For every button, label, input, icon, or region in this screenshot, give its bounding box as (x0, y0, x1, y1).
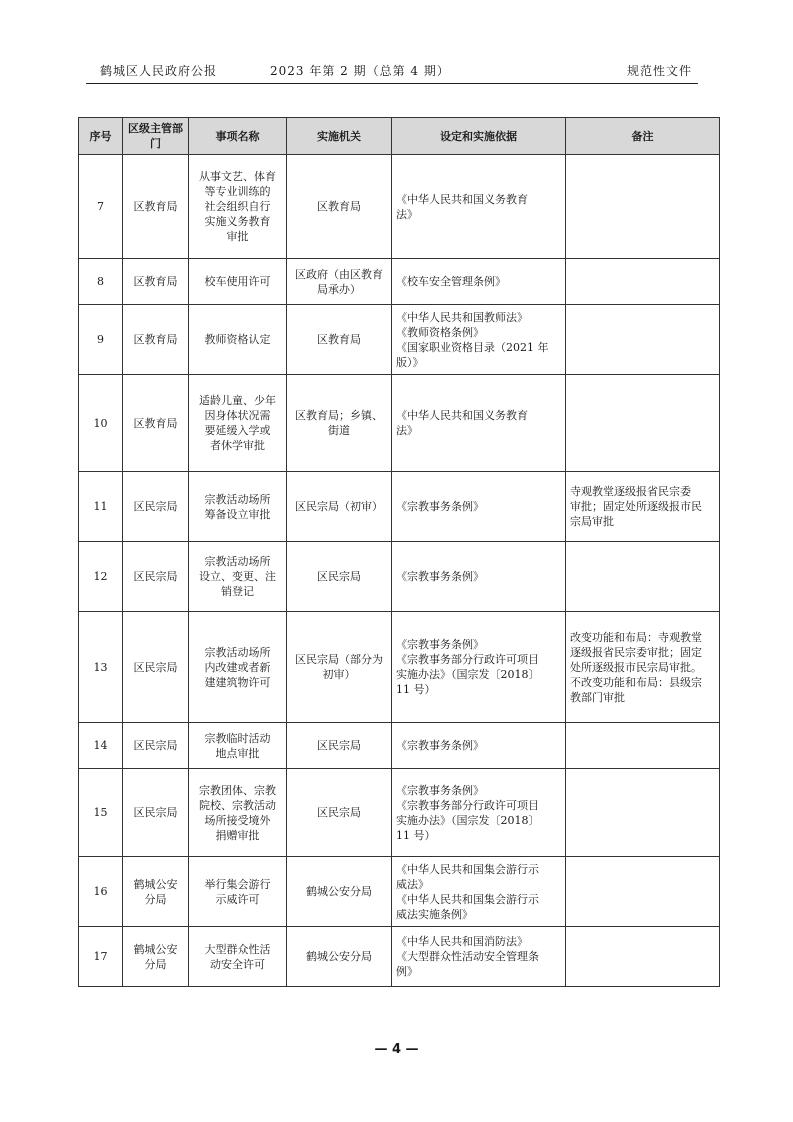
cell-basis (392, 155, 566, 259)
cell-note-line: 宗局审批 (570, 515, 614, 528)
approval-items-table (78, 117, 720, 987)
table-row (79, 542, 720, 612)
cell-basis-line: 11 号） (396, 828, 436, 842)
cell-dept (123, 259, 189, 305)
cell-dept (123, 612, 189, 723)
cell-agency-line: 区政府（由区教育 (295, 267, 383, 281)
page-number: — 4 — (374, 1042, 419, 1057)
cell-dept (123, 542, 189, 612)
cell-note-line: 教部门审批 (570, 690, 625, 704)
cell-dept-line: 区教育局 (133, 333, 178, 346)
cell-item-name-line: 大型群众性活 (204, 942, 271, 956)
cell-dept-line: 区民宗局 (133, 806, 178, 819)
cell-agency-line: 鹤城公安分局 (306, 885, 372, 898)
cell-note (566, 769, 720, 857)
cell-note (566, 375, 720, 472)
table-row (79, 472, 720, 542)
cell-item-name-line: 社会组织自行 (204, 200, 271, 213)
cell-agency-line: 区民宗局（部分为 (295, 653, 383, 666)
cell-agency-line: 初审） (322, 668, 356, 681)
cell-no: 16 (79, 857, 123, 927)
cell-item-name (189, 542, 287, 612)
cell-dept (123, 769, 189, 857)
table-row (79, 155, 720, 259)
table-row (79, 305, 720, 375)
cell-item-name (189, 927, 287, 987)
cell-basis-line: 《宗教事务部分行政许可项目 (396, 653, 539, 666)
cell-basis-line: 《中华人民共和国集会游行示 (396, 892, 539, 906)
cell-note (566, 472, 720, 542)
cell-dept-line: 区教育局 (133, 416, 178, 430)
cell-item-name-line: 捐赠审批 (215, 828, 260, 842)
cell-basis (392, 375, 566, 472)
cell-item-name (189, 857, 287, 927)
cell-agency (287, 259, 392, 305)
cell-note-line: 处所逐级报市民宗局审批。 (570, 660, 702, 674)
cell-agency (287, 769, 392, 857)
cell-basis (392, 259, 566, 305)
cell-basis (392, 927, 566, 987)
cell-basis-line: 《宗教事务条例》 (396, 570, 484, 583)
table-row (79, 259, 720, 305)
cell-item-name-line: 内改建或者新 (204, 660, 271, 674)
cell-dept (123, 723, 189, 769)
cell-dept-line: 区教育局 (133, 200, 178, 213)
cell-item-name-line: 者休学审批 (210, 439, 265, 452)
cell-item-name (189, 769, 287, 857)
cell-no: 8 (79, 259, 123, 305)
cell-no: 17 (79, 927, 123, 987)
cell-item-name (189, 305, 287, 375)
cell-note-line: 寺观教堂逐级报省民宗委 (570, 485, 691, 498)
cell-item-name-line: 适龄儿童、少年 (199, 394, 276, 407)
cell-basis-line: 《校车安全管理条例》 (396, 275, 506, 288)
cell-agency-line: 鹤城公安分局 (306, 950, 372, 963)
cell-basis-line: 《宗教事务部分行政许可项目 (396, 798, 539, 812)
cell-basis (392, 857, 566, 927)
cell-basis (392, 542, 566, 612)
cell-item-name (189, 472, 287, 542)
cell-dept-line: 鹤城公安 (133, 942, 178, 956)
cell-dept (123, 155, 189, 259)
cell-basis-line: 《大型群众性活动安全管理条 (396, 950, 539, 963)
cell-item-name (189, 723, 287, 769)
cell-agency-line: 区民宗局 (317, 570, 361, 583)
cell-note (566, 612, 720, 723)
cell-item-name-line: 审批 (226, 230, 249, 243)
cell-basis-line: 威法实施条例》 (396, 907, 473, 921)
cell-dept-line: 区民宗局 (133, 739, 178, 752)
cell-no: 13 (79, 612, 123, 723)
cell-basis-line: 《宗教事务条例》 (396, 783, 484, 797)
cell-basis-line: 《宗教事务条例》 (396, 500, 484, 513)
cell-item-name-line: 筹备设立审批 (204, 507, 271, 521)
header-rule (86, 83, 698, 84)
cell-item-name (189, 155, 287, 259)
cell-agency (287, 723, 392, 769)
cell-item-name-line: 要延缓入学或 (204, 424, 271, 437)
cell-basis-line: 例》 (396, 965, 418, 978)
cell-agency (287, 472, 392, 542)
cell-note (566, 155, 720, 259)
cell-item-name (189, 375, 287, 472)
cell-no: 14 (79, 723, 123, 769)
cell-agency-line: 区民宗局 (317, 806, 361, 819)
col-header-no: 序号 (79, 118, 123, 155)
cell-basis-line: 《中华人民共和国教师法》 (396, 310, 528, 324)
cell-no: 15 (79, 769, 123, 857)
col-header-agency: 实施机关 (287, 118, 392, 155)
cell-agency-line: 区教育局；乡镇、 (295, 409, 383, 422)
col-header-basis: 设定和实施依据 (392, 118, 566, 155)
table-row (79, 769, 720, 857)
cell-item-name-line: 实施义务教育 (204, 215, 271, 228)
cell-basis-line: 《中华人民共和国义务教育 (396, 409, 528, 422)
table-header-row (79, 118, 720, 155)
cell-note-line: 不改变功能和布局：县级宗 (570, 675, 702, 689)
cell-item-name-line: 宗教活动场所 (204, 555, 271, 568)
cell-item-name-line: 举行集会游行 (204, 877, 271, 891)
cell-basis-line: 实施办法》（国宗发〔2018〕 (396, 813, 540, 827)
cell-basis (392, 305, 566, 375)
cell-agency (287, 375, 392, 472)
cell-dept (123, 375, 189, 472)
cell-item-name-line: 因身体状况需 (204, 409, 271, 422)
cell-dept-line: 区民宗局 (133, 660, 178, 674)
cell-item-name-line: 宗教活动场所 (204, 492, 271, 506)
cell-item-name-line: 地点审批 (215, 746, 260, 760)
cell-agency (287, 927, 392, 987)
cell-dept (123, 472, 189, 542)
cell-basis-line: 《宗教事务条例》 (396, 638, 484, 651)
cell-basis-line: 《宗教事务条例》 (396, 739, 484, 752)
cell-note (566, 542, 720, 612)
cell-basis-line: 版）》 (396, 355, 424, 369)
cell-basis (392, 612, 566, 723)
cell-dept-line: 分局 (144, 892, 167, 906)
col-header-dept-text: 区级主管部门 (128, 122, 183, 150)
col-header-dept (123, 118, 189, 155)
cell-basis-line: 《中华人民共和国义务教育 (396, 192, 528, 206)
cell-agency-line: 区教育局 (317, 333, 361, 346)
cell-item-name-line: 宗教团体、宗教 (199, 783, 276, 797)
cell-item-name-line: 销登记 (221, 585, 254, 598)
cell-dept-line: 区民宗局 (133, 570, 178, 583)
table-row (79, 375, 720, 472)
cell-agency-line: 局承办） (317, 282, 361, 296)
cell-item-name-line: 示威许可 (215, 892, 260, 906)
cell-agency-line: 区教育局 (317, 200, 361, 213)
cell-basis-line: 《中华人民共和国消防法》 (396, 935, 528, 948)
cell-no: 7 (79, 155, 123, 259)
cell-item-name-line: 校车使用许可 (204, 275, 271, 288)
cell-no: 12 (79, 542, 123, 612)
cell-item-name (189, 612, 287, 723)
cell-basis (392, 723, 566, 769)
cell-note (566, 305, 720, 375)
cell-note (566, 723, 720, 769)
cell-dept-line: 鹤城公安 (133, 877, 178, 891)
cell-no: 9 (79, 305, 123, 375)
header-publication: 鹤城区人民政府公报 (100, 64, 218, 78)
cell-agency (287, 305, 392, 375)
cell-basis-line: 11 号） (396, 683, 436, 696)
cell-item-name-line: 宗教临时活动 (204, 731, 271, 745)
cell-dept (123, 857, 189, 927)
cell-agency (287, 155, 392, 259)
cell-agency-line: 区民宗局（初审） (295, 500, 383, 513)
cell-agency-line: 街道 (328, 424, 350, 437)
cell-dept (123, 927, 189, 987)
cell-note-line: 改变功能和布局：寺观教堂 (570, 630, 702, 644)
cell-dept-line: 区民宗局 (133, 500, 178, 513)
cell-note (566, 259, 720, 305)
cell-item-name-line: 院校、宗教活动 (199, 798, 276, 812)
cell-agency-line: 区民宗局 (317, 739, 361, 752)
cell-item-name (189, 259, 287, 305)
cell-item-name-line: 动安全许可 (210, 957, 265, 971)
cell-item-name-line: 教师资格认定 (204, 333, 271, 346)
col-header-note: 备注 (566, 118, 720, 155)
table-body (79, 155, 720, 987)
cell-basis (392, 472, 566, 542)
cell-basis-line: 威法》 (396, 877, 429, 891)
cell-item-name-line: 等专业训练的 (204, 185, 271, 198)
cell-item-name-line: 场所接受境外 (204, 813, 271, 827)
cell-note-line: 审批；固定处所逐级报市民 (570, 500, 702, 513)
cell-no: 10 (79, 375, 123, 472)
table-row (79, 612, 720, 723)
cell-basis-line: 实施办法》（国宗发〔2018〕 (396, 668, 540, 681)
cell-note (566, 857, 720, 927)
cell-agency (287, 612, 392, 723)
cell-agency (287, 857, 392, 927)
cell-dept-line: 区教育局 (133, 275, 178, 288)
cell-dept-line: 分局 (144, 957, 167, 971)
col-header-name: 事项名称 (189, 118, 287, 155)
table-row (79, 857, 720, 927)
cell-basis (392, 769, 566, 857)
table-row (79, 723, 720, 769)
cell-basis-line: 《教师资格条例》 (396, 325, 484, 339)
cell-item-name-line: 建建筑物许可 (204, 675, 271, 689)
table-row (79, 927, 720, 987)
cell-item-name-line: 设立、变更、注 (199, 570, 276, 583)
header-issue: 2023 年第 2 期（总第 4 期） (270, 64, 450, 78)
page-header (86, 62, 698, 82)
cell-no: 11 (79, 472, 123, 542)
cell-note (566, 927, 720, 987)
cell-basis-line: 《中华人民共和国集会游行示 (396, 862, 539, 876)
cell-item-name-line: 从事文艺、体育 (199, 170, 276, 183)
cell-basis-line: 法》 (396, 424, 418, 437)
cell-dept (123, 305, 189, 375)
cell-item-name-line: 宗教活动场所 (204, 645, 271, 659)
cell-note-line: 逐级报省民宗委审批；固定 (570, 645, 702, 659)
cell-basis-line: 法》 (396, 207, 418, 221)
header-section: 规范性文件 (626, 64, 692, 78)
cell-basis-line: 《国家职业资格目录（2021 年 (396, 340, 549, 354)
cell-agency (287, 542, 392, 612)
